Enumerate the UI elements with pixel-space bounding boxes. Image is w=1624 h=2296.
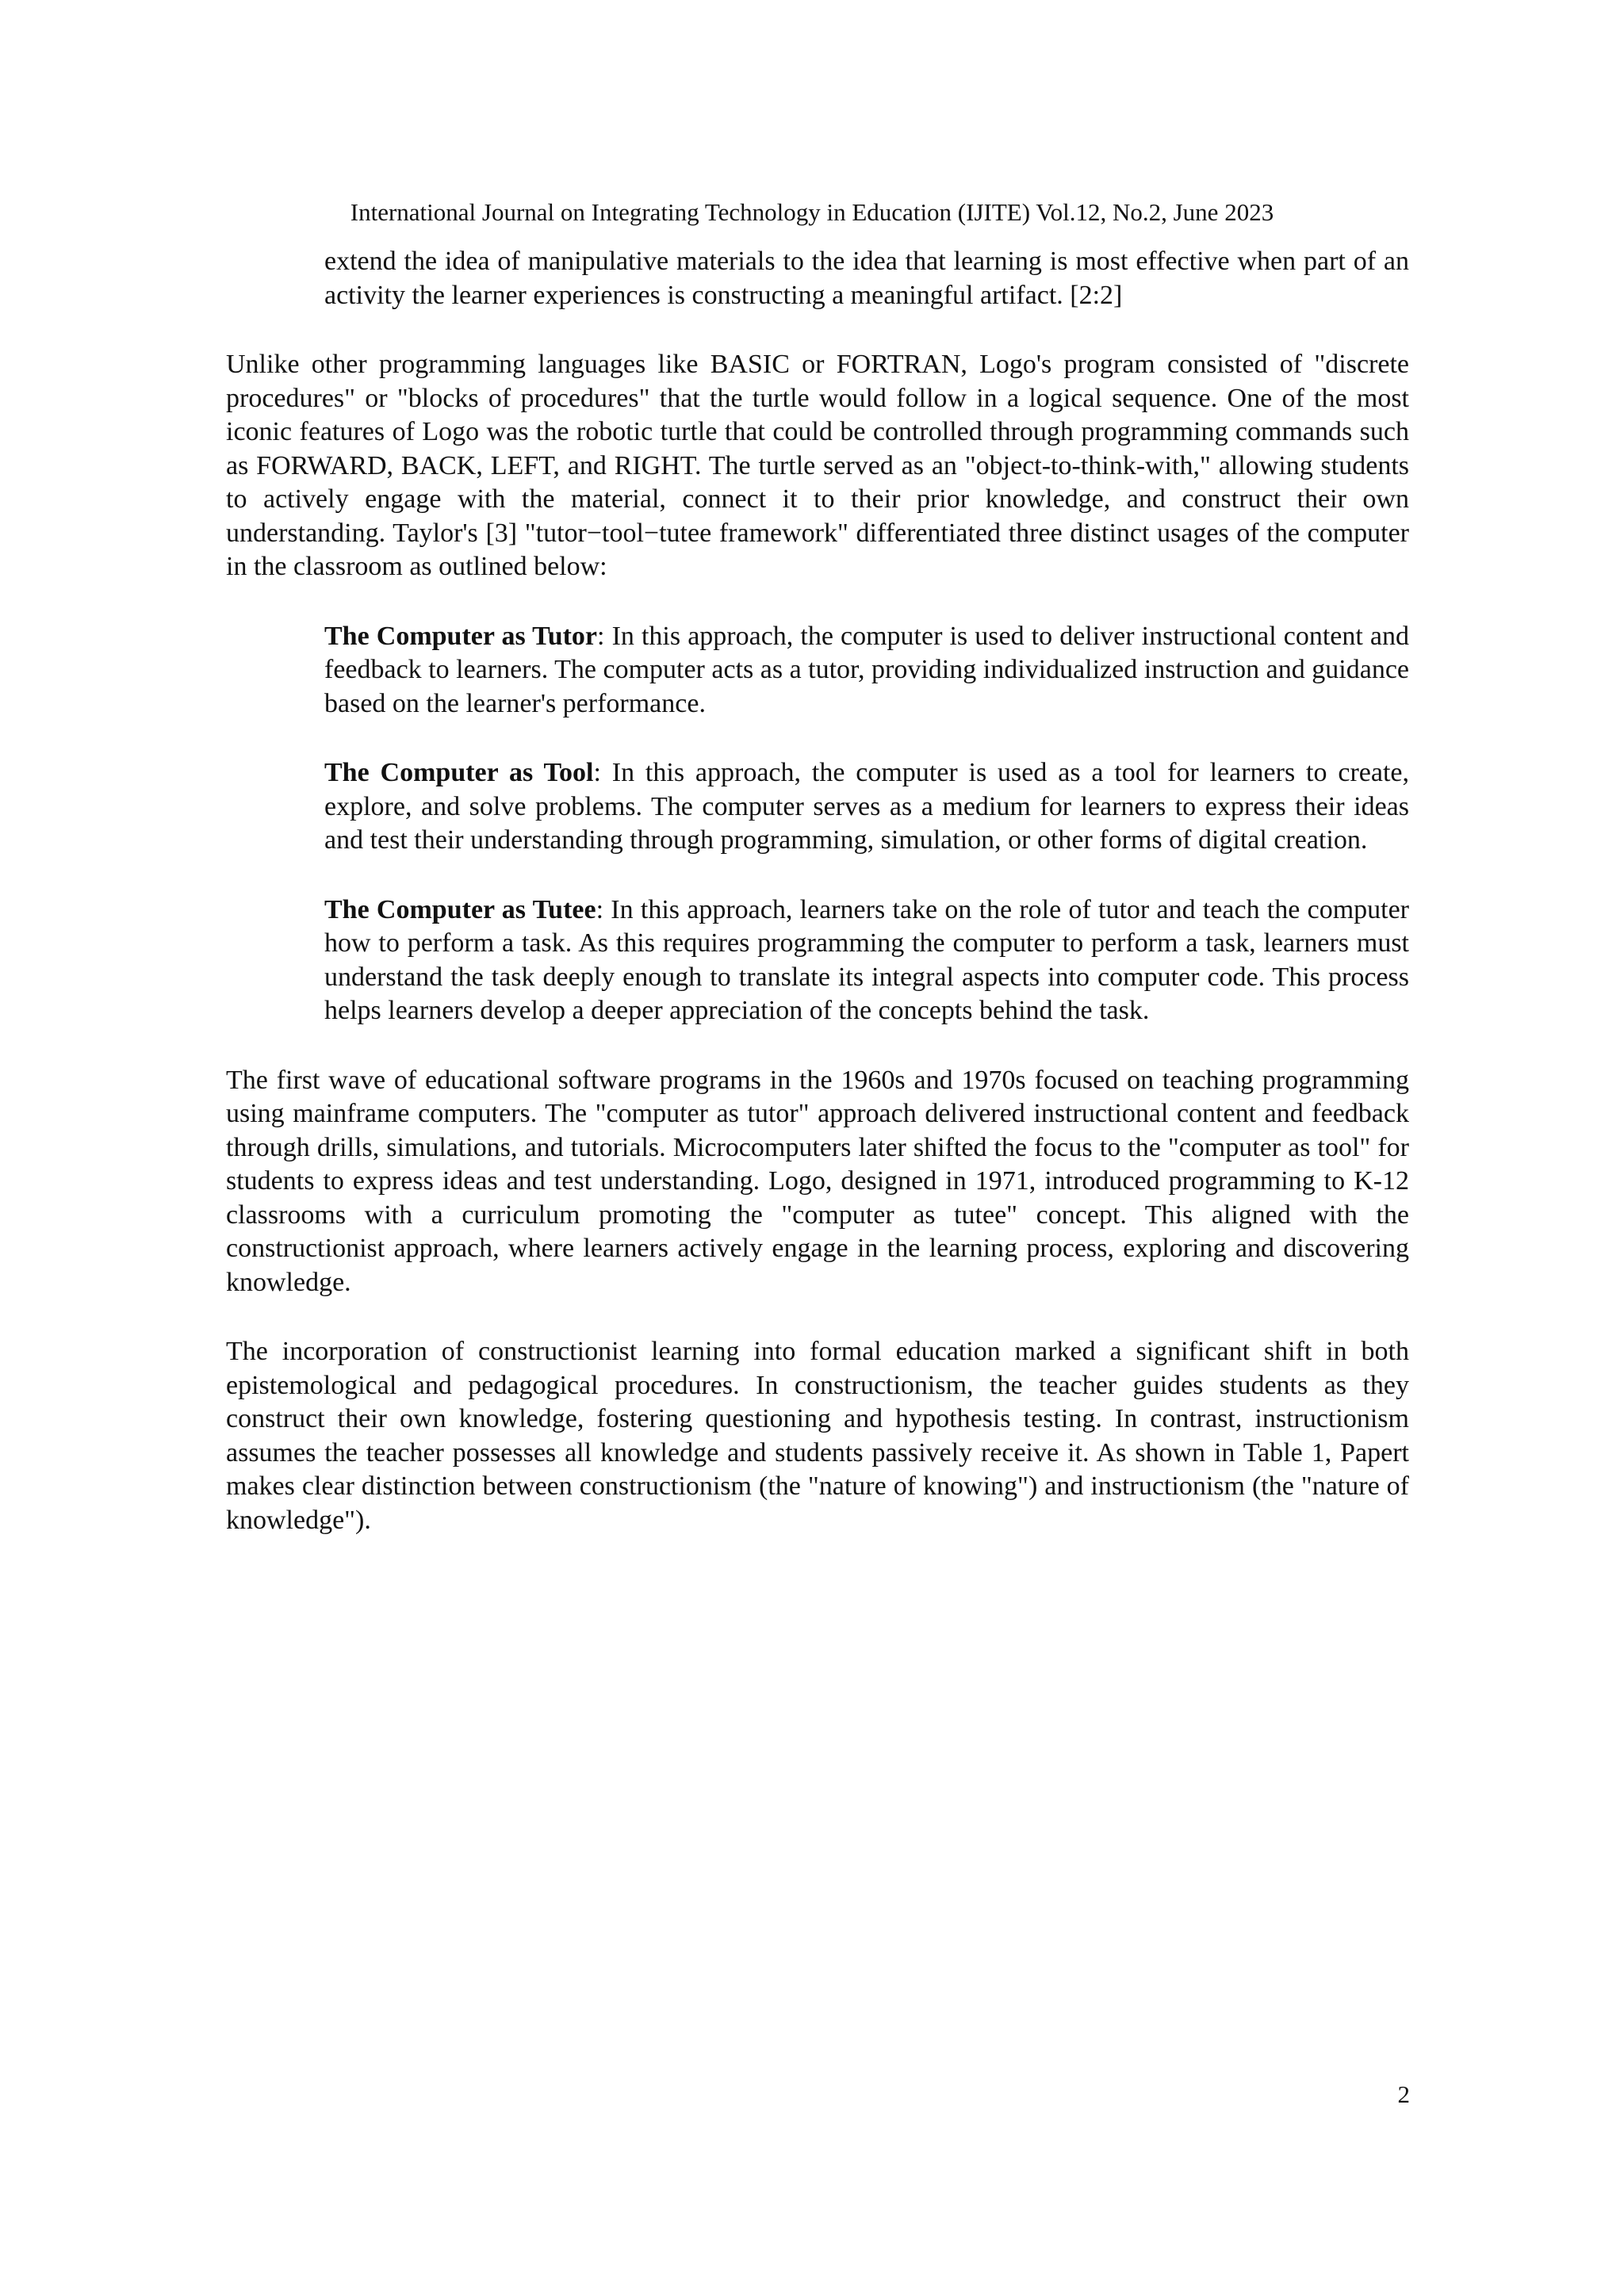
- usage-tutor-term: The Computer as Tutor: [324, 621, 598, 651]
- intro-paragraph: Unlike other programming languages like BASIC or FORTRAN, Logo's program consisted of "discrete procedures" or "blocks of procedures" that the turtle would follow in a logical sequence. One of the most iconic features of Logo was the robotic turtle that could be controlled through programming commands such as FORWARD, BACK, LEFT, and RIGHT. The turtle served as an "object-to-think-with," allowing students to actively engage with the material, connect it to their prior knowledge, and construct their own understanding. Taylor's [3] "tutor−tool−tutee framework" differentiated three distinct usages of the computer in the classroom as outlined below:: [226, 350, 1409, 581]
- usage-tool-text: : In this approach, the computer is used as a tool for learners to create, explore, and solve problems. The computer serves as a medium for learners to express their ideas and test their understanding through programming, simulation, or other forms of digital creation.: [324, 758, 1409, 855]
- usage-tutee: [324, 894, 1409, 1028]
- usage-tool: [324, 756, 1409, 858]
- block-quote: extend the idea of manipulative materials to the idea that learning is most effective when part of an activity the learner experiences is constructing a meaningful artifact. [2:2]: [324, 247, 1409, 310]
- wave-paragraph: The first wave of educational software programs in the 1960s and 1970s focused on teaching programming using mainframe computers. The "computer as tutor" approach delivered instructional content and feedback through drills, simulations, and tutorials. Microcomputers later shifted the focus to the "computer as tool" for students to express ideas and test understanding. Logo, designed in 1971, introduced programming to K-12 classrooms with a curriculum promoting the "computer as tutee" concept. This aligned with the constructionist approach, where learners actively engage in the learning process, exploring and discovering knowledge.: [226, 1065, 1409, 1297]
- page-number: 2: [1397, 2080, 1410, 2108]
- constructionism-paragraph: The incorporation of constructionist learning into formal education marked a significant shift in both epistemological and pedagogical procedures. In constructionism, the teacher guides students as they construct their own knowledge, fostering questioning and hypothesis testing. In contrast, instructionism assumes the teacher possesses all knowledge and students passively receive it. As shown in Table 1, Papert makes clear distinction between constructionism (the "nature of knowing") and instructionism (the "nature of knowledge").: [226, 1337, 1409, 1535]
- usage-tool-term: The Computer as Tool: [324, 758, 594, 787]
- body-content: [226, 245, 1409, 1537]
- usage-tutor: [324, 620, 1409, 721]
- usage-tutee-text: : In this approach, learners take on the role of tutor and teach the computer how to perform a task. As this requires programming the computer to perform a task, learners must understand the task deeply enough to translate its integral aspects into computer code. This process helps learners develop a deeper appreciation of the concepts behind the task.: [324, 894, 1409, 1025]
- usage-list: [324, 620, 1409, 1028]
- usage-tutee-term: The Computer as Tutee: [324, 894, 596, 924]
- usage-tutor-text: : In this approach, the computer is used to deliver instructional content and feedback to learners. The computer acts as a tutor, providing individualized instruction and guidance based on the learner's performance.: [324, 621, 1409, 718]
- running-header: International Journal on Integrating Technology in Education (IJITE) Vol.12, No.2, June 2023: [350, 198, 1274, 226]
